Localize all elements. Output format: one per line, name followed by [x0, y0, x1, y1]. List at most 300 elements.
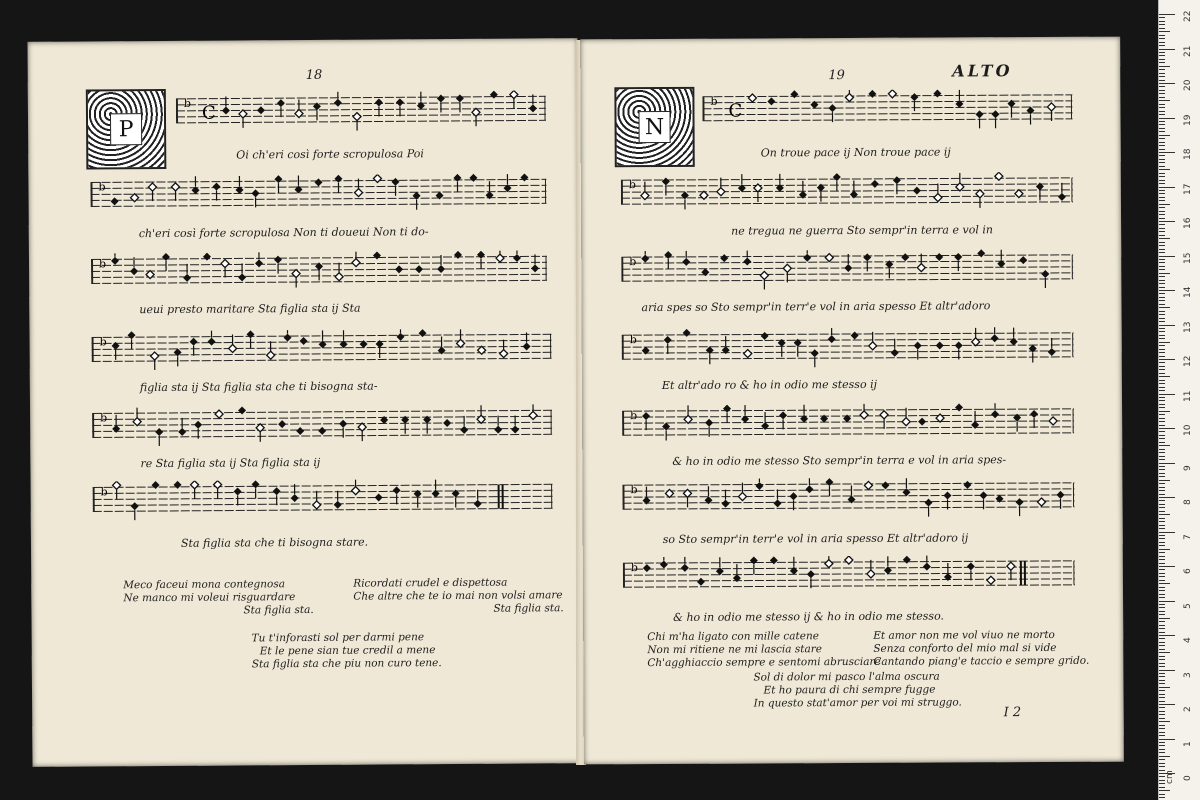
ruler-minor-tick: [1159, 193, 1165, 194]
lyric-line: Oi ch'eri così forte scropulosa Poi: [236, 147, 424, 162]
svg-text:b: b: [630, 561, 638, 575]
ruler-minor-tick: [1159, 17, 1165, 18]
ruler-minor-tick: [1159, 90, 1165, 91]
ruler-minor-tick: [1159, 149, 1165, 150]
lyric-line: ch'eri così forte scropulosa Non ti doueui Non ti do-: [138, 225, 429, 241]
right-page: [580, 37, 1124, 765]
ruler-minor-tick: [1159, 124, 1165, 125]
ruler-minor-tick: [1159, 55, 1165, 56]
ruler-minor-tick: [1159, 500, 1165, 501]
ruler-number: 14: [1183, 286, 1193, 298]
ruler-minor-tick: [1159, 62, 1165, 63]
ruler-minor-tick: [1159, 211, 1165, 212]
ruler-minor-tick: [1159, 128, 1165, 129]
ruler-tick: [1159, 221, 1175, 222]
ruler-tick: [1159, 497, 1175, 498]
ruler-minor-tick: [1159, 283, 1165, 284]
ruler-minor-tick: [1159, 590, 1165, 591]
right-page-number: 19: [828, 68, 845, 84]
ruler-minor-tick: [1159, 224, 1165, 225]
ruler-tick: [1159, 359, 1175, 360]
ruler-minor-tick: [1159, 694, 1165, 695]
ruler-minor-tick: [1159, 452, 1165, 453]
ruler-minor-tick: [1159, 683, 1165, 684]
ruler-minor-tick: [1159, 383, 1165, 384]
ruler-minor-tick: [1159, 111, 1165, 112]
ruler-minor-tick: [1159, 573, 1165, 574]
ruler-minor-tick: [1159, 483, 1165, 484]
ruler-minor-tick: [1159, 752, 1165, 753]
verse-line: Sta figlia sta.: [243, 603, 314, 617]
ruler-minor-tick: [1159, 673, 1165, 674]
ruler-minor-tick: [1159, 518, 1165, 519]
ruler-minor-tick: [1159, 787, 1165, 788]
verse-line: Ricordati crudel e dispettosa: [353, 576, 508, 590]
verse-line: Chi m'ha ligato con mille catene: [647, 630, 819, 644]
ruler-minor-tick: [1159, 690, 1165, 691]
measuring-ruler: [1158, 0, 1200, 800]
ruler-minor-tick: [1159, 242, 1165, 243]
ruler-minor-tick: [1159, 728, 1165, 729]
ruler-tick: [1159, 152, 1175, 153]
ruler-minor-tick: [1159, 535, 1165, 536]
ruler-minor-tick: [1159, 707, 1165, 708]
ruler-number: 20: [1183, 79, 1193, 91]
ruler-minor-tick: [1159, 642, 1165, 643]
ruler-minor-tick: [1159, 525, 1165, 526]
ruler-minor-tick: [1159, 718, 1165, 719]
ruler-minor-tick: [1159, 180, 1165, 181]
ruler-minor-tick: [1159, 542, 1165, 543]
ruler-minor-tick: [1159, 249, 1165, 250]
ruler-minor-tick: [1159, 618, 1170, 619]
ruler-minor-tick: [1159, 390, 1165, 391]
svg-text:b: b: [628, 178, 636, 192]
ruler-minor-tick: [1159, 638, 1165, 639]
verse-line: Ch'agghiaccio sempre e sentomi abrusciare: [647, 655, 881, 670]
music-staff: [621, 172, 1073, 208]
verse-line: Et le pene sian tue credil a mene: [259, 644, 436, 658]
ruler-minor-tick: [1159, 425, 1165, 426]
ruler-minor-tick: [1159, 521, 1165, 522]
ruler-minor-tick: [1159, 418, 1165, 419]
ruler-minor-tick: [1159, 245, 1165, 246]
ruler-number: 7: [1183, 533, 1193, 540]
ruler-number: 4: [1183, 637, 1193, 643]
ruler-minor-tick: [1159, 321, 1165, 322]
ruler-minor-tick: [1159, 628, 1165, 629]
ruler-minor-tick: [1159, 756, 1170, 757]
ruler-minor-tick: [1159, 431, 1165, 432]
ruler-tick: [1159, 635, 1175, 636]
ruler-number: 5: [1183, 602, 1193, 609]
ruler-minor-tick: [1159, 342, 1170, 343]
ruler-minor-tick: [1159, 621, 1165, 622]
verse-line: Meco faceui mona contegnosa: [123, 578, 286, 592]
ruler-minor-tick: [1159, 721, 1170, 722]
left-page: [27, 38, 582, 767]
verse-block-2: [353, 576, 564, 616]
ruler-minor-tick: [1159, 476, 1165, 477]
ruler-minor-tick: [1159, 549, 1170, 550]
ruler-minor-tick: [1159, 614, 1165, 615]
lyric-line: Et altr'ado ro & ho in odio me stesso ij: [661, 377, 878, 392]
ruler-number: 19: [1183, 114, 1193, 126]
ruler-minor-tick: [1159, 100, 1170, 101]
ruler-minor-tick: [1159, 587, 1165, 588]
ruler-minor-tick: [1159, 349, 1165, 350]
ruler-minor-tick: [1159, 649, 1165, 650]
ruler-minor-tick: [1159, 411, 1170, 412]
ruler-minor-tick: [1159, 469, 1165, 470]
ruler-minor-tick: [1159, 556, 1165, 557]
ruler-minor-tick: [1159, 790, 1170, 791]
svg-text:b: b: [100, 485, 108, 499]
verse-line: Ne manco mi voleui risguardare: [123, 591, 296, 605]
ruler-minor-tick: [1159, 645, 1165, 646]
ruler-minor-tick: [1159, 214, 1165, 215]
ruler-minor-tick: [1159, 145, 1165, 146]
ruler-minor-tick: [1159, 438, 1165, 439]
ruler-minor-tick: [1159, 714, 1165, 715]
ruler-minor-tick: [1159, 269, 1165, 270]
ruler-minor-tick: [1159, 559, 1165, 560]
ruler-number: 8: [1183, 499, 1193, 505]
ruler-minor-tick: [1159, 176, 1165, 177]
verse-line: Sta figlia sta che piu non curo tene.: [251, 657, 442, 671]
lyric-line: ueui presto maritare Sta figlia sta ij Sta: [139, 301, 361, 317]
svg-text:b: b: [630, 483, 638, 497]
ruler-minor-tick: [1159, 262, 1165, 263]
verse-line: Che altre che te io mai non volsi amare: [353, 589, 563, 603]
ruler-minor-tick: [1159, 387, 1165, 388]
ruler-minor-tick: [1159, 200, 1165, 201]
verse-line: Et amor non me vol viuo ne morto: [873, 628, 1055, 642]
left-page-number: 18: [305, 67, 323, 83]
ruler-minor-tick: [1159, 732, 1165, 733]
ruler-minor-tick: [1159, 318, 1165, 319]
ruler-minor-tick: [1159, 280, 1165, 281]
ruler-minor-tick: [1159, 580, 1165, 581]
ruler-minor-tick: [1159, 652, 1170, 653]
ruler-minor-tick: [1159, 711, 1165, 712]
lyric-line: figlia sta ij Sta figlia sta che ti bisogna sta-: [139, 379, 378, 395]
music-staff: [90, 173, 546, 210]
ruler-minor-tick: [1159, 273, 1170, 274]
ruler-number: 16: [1183, 217, 1193, 229]
lyric-line: re Sta figlia sta ij Sta figlia sta ij: [140, 455, 321, 471]
ruler-minor-tick: [1159, 162, 1165, 163]
ruler-minor-tick: [1159, 563, 1165, 564]
ruler-minor-tick: [1159, 397, 1165, 398]
svg-text:b: b: [99, 335, 107, 349]
ruler-minor-tick: [1159, 507, 1165, 508]
svg-text:b: b: [629, 333, 637, 347]
ruler-minor-tick: [1159, 742, 1165, 743]
ruler-minor-tick: [1159, 173, 1165, 174]
ruler-minor-tick: [1159, 380, 1165, 381]
ruler-number: 3: [1183, 671, 1193, 678]
verse-line: In questo stat'amor per voi mi struggo.: [753, 696, 962, 710]
ruler-minor-tick: [1159, 421, 1165, 422]
ruler-number: 1: [1183, 740, 1193, 747]
svg-text:b: b: [629, 255, 637, 269]
ruler-minor-tick: [1159, 69, 1165, 70]
ruler-tick: [1159, 14, 1175, 15]
ruler-minor-tick: [1159, 28, 1165, 29]
ruler-minor-tick: [1159, 331, 1165, 332]
ruler-minor-tick: [1159, 345, 1165, 346]
verse-line: Sol di dolor mi pasco l'alma oscura: [753, 670, 940, 684]
ruler-minor-tick: [1159, 687, 1170, 688]
ruler-minor-tick: [1159, 142, 1165, 143]
verse-block-3: [252, 631, 442, 671]
ruler-minor-tick: [1159, 373, 1165, 374]
ruler-minor-tick: [1159, 300, 1165, 301]
verse-line: Cantando piang'e taccio e sempre grido.: [873, 654, 1090, 668]
ruler-minor-tick: [1159, 697, 1165, 698]
ruler-tick: [1159, 118, 1175, 119]
ruler-number: 13: [1183, 321, 1193, 333]
ruler-minor-tick: [1159, 21, 1165, 22]
ruler-minor-tick: [1159, 131, 1165, 132]
ruler-minor-tick: [1159, 297, 1165, 298]
ruler-number: 21: [1183, 45, 1193, 57]
lyric-line: Sta figlia sta che ti bisogna stare.: [180, 535, 369, 550]
ruler-minor-tick: [1159, 745, 1165, 746]
ruler-minor-tick: [1159, 366, 1165, 367]
music-staff: [622, 327, 1074, 363]
ruler-minor-tick: [1159, 45, 1165, 46]
ruler-minor-tick: [1159, 680, 1165, 681]
verse-block-1: [647, 630, 881, 670]
ruler-minor-tick: [1159, 311, 1165, 312]
verse-line: Et ho paura di chi sempre fugge: [763, 683, 936, 697]
ruler-minor-tick: [1159, 166, 1165, 167]
ruler-minor-tick: [1159, 93, 1165, 94]
ruler-minor-tick: [1159, 376, 1170, 377]
ruler-tick: [1159, 601, 1175, 602]
ruler-minor-tick: [1159, 335, 1165, 336]
ruler-tick: [1159, 566, 1175, 567]
verse-block-2: [873, 629, 1089, 669]
svg-text:b: b: [710, 94, 718, 108]
ruler-number: 6: [1183, 568, 1193, 574]
music-staff: [623, 555, 1075, 591]
ruler-minor-tick: [1159, 676, 1165, 677]
verse-line: Tu t'inforasti sol per darmi pene: [251, 631, 425, 645]
ruler-number: 10: [1183, 424, 1193, 436]
ruler-minor-tick: [1159, 552, 1165, 553]
ruler-minor-tick: [1159, 369, 1165, 370]
ruler-minor-tick: [1159, 314, 1165, 315]
ruler-number: 22: [1183, 10, 1193, 22]
ruler-minor-tick: [1159, 356, 1165, 357]
ruler-minor-tick: [1159, 625, 1165, 626]
ruler-minor-tick: [1159, 597, 1165, 598]
svg-text:b: b: [98, 180, 106, 194]
signature-mark: I 2: [1003, 705, 1022, 721]
ruler-minor-tick: [1159, 104, 1165, 105]
ruler-minor-tick: [1159, 328, 1165, 329]
ruler-minor-tick: [1159, 42, 1165, 43]
ruler-minor-tick: [1159, 259, 1165, 260]
lyric-line: & ho in odio me stesso Sto sempr'in terra e vol in aria spes-: [672, 453, 1007, 468]
music-staff: [622, 403, 1074, 439]
ruler-tick: [1159, 187, 1175, 188]
ruler-minor-tick: [1159, 107, 1165, 108]
svg-text:C: C: [728, 100, 743, 122]
ruler-minor-tick: [1159, 435, 1165, 436]
ruler-minor-tick: [1159, 252, 1165, 253]
ruler-minor-tick: [1159, 456, 1165, 457]
ruler-unit: cm: [1165, 770, 1175, 784]
music-staff: [91, 328, 551, 365]
ruler-minor-tick: [1159, 545, 1165, 546]
svg-text:b: b: [630, 409, 638, 423]
verse-line: Non mi ritiene ne mi lascia stare: [647, 643, 822, 657]
ruler-minor-tick: [1159, 725, 1165, 726]
ruler-minor-tick: [1159, 594, 1165, 595]
music-staff: [622, 477, 1074, 513]
lyric-line: On troue pace ij Non troue pace ij: [760, 145, 951, 160]
ruler-minor-tick: [1159, 611, 1165, 612]
ruler-minor-tick: [1159, 183, 1165, 184]
ruler-minor-tick: [1159, 604, 1165, 605]
ruler-minor-tick: [1159, 235, 1165, 236]
ruler-minor-tick: [1159, 735, 1165, 736]
ruler-minor-tick: [1159, 169, 1170, 170]
ruler-minor-tick: [1159, 352, 1165, 353]
svg-text:b: b: [98, 257, 107, 271]
ruler-number: 2: [1183, 706, 1193, 712]
ruler-minor-tick: [1159, 59, 1165, 60]
ruler-tick: [1159, 463, 1175, 464]
ruler-tick: [1159, 83, 1175, 84]
ruler-minor-tick: [1159, 362, 1165, 363]
verse-block-3: [753, 670, 961, 710]
ruler-minor-tick: [1159, 511, 1165, 512]
ruler-minor-tick: [1159, 35, 1165, 36]
ruler-minor-tick: [1159, 238, 1170, 239]
ruler-minor-tick: [1159, 52, 1165, 53]
ruler-number: 17: [1183, 183, 1193, 195]
music-staff: [91, 250, 547, 287]
ruler-minor-tick: [1159, 121, 1165, 122]
ruler-minor-tick: [1159, 666, 1165, 667]
ruler-minor-tick: [1159, 659, 1165, 660]
ruler-minor-tick: [1159, 763, 1165, 764]
ruler-number: 11: [1183, 390, 1193, 402]
ruler-minor-tick: [1159, 480, 1170, 481]
ruler-minor-tick: [1159, 794, 1165, 795]
ruler-minor-tick: [1159, 204, 1170, 205]
svg-text:b: b: [183, 96, 192, 110]
ruler-minor-tick: [1159, 338, 1165, 339]
svg-text:C: C: [201, 102, 216, 124]
ruler-minor-tick: [1159, 632, 1165, 633]
ruler-minor-tick: [1159, 494, 1165, 495]
ruler-minor-tick: [1159, 66, 1170, 67]
ruler-minor-tick: [1159, 528, 1165, 529]
ruler-minor-tick: [1159, 663, 1165, 664]
ruler-number: 9: [1183, 464, 1193, 471]
verse-line: Senza conforto del mio mal si vide: [873, 641, 1057, 655]
ruler-minor-tick: [1159, 155, 1165, 156]
ruler-minor-tick: [1159, 31, 1170, 32]
ruler-minor-tick: [1159, 287, 1165, 288]
ruler-minor-tick: [1159, 445, 1170, 446]
lyric-line: ne tregua ne guerra Sto sempr'in terra e vol in: [731, 223, 993, 238]
ruler-minor-tick: [1159, 76, 1165, 77]
ruler-minor-tick: [1159, 576, 1165, 577]
ruler-minor-tick: [1159, 38, 1165, 39]
ruler-minor-tick: [1159, 73, 1165, 74]
ruler-number: 12: [1183, 355, 1193, 367]
ruler-tick: [1159, 325, 1175, 326]
ruler-tick: [1159, 290, 1175, 291]
verse-block-1: [123, 578, 314, 618]
ruler-number: 15: [1183, 252, 1193, 264]
ruler-minor-tick: [1159, 449, 1165, 450]
ruler-minor-tick: [1159, 490, 1165, 491]
ruler-minor-tick: [1159, 114, 1165, 115]
ruler-minor-tick: [1159, 514, 1170, 515]
music-staff: [621, 249, 1073, 285]
ruler-tick: [1159, 256, 1175, 257]
ruler-minor-tick: [1159, 97, 1165, 98]
ruler-minor-tick: [1159, 473, 1165, 474]
ruler-minor-tick: [1159, 138, 1165, 139]
ruler-minor-tick: [1159, 304, 1165, 305]
ruler-minor-tick: [1159, 266, 1165, 267]
ruler-minor-tick: [1159, 656, 1165, 657]
ruler-tick: [1159, 428, 1175, 429]
ruler-minor-tick: [1159, 24, 1165, 25]
ruler-minor-tick: [1159, 583, 1170, 584]
decorated-initial-left: [86, 89, 167, 170]
ruler-minor-tick: [1159, 504, 1165, 505]
ruler-minor-tick: [1159, 190, 1165, 191]
lyric-line: so Sto sempr'in terr'e vol in aria spesso Et altr'adoro ij: [662, 531, 969, 546]
ruler-minor-tick: [1159, 307, 1170, 308]
verse-line: Sta figlia sta.: [493, 602, 564, 615]
ruler-minor-tick: [1159, 607, 1165, 608]
decorated-initial-right: [614, 87, 694, 167]
ruler-tick: [1159, 49, 1175, 50]
ruler-minor-tick: [1159, 407, 1165, 408]
ruler-minor-tick: [1159, 466, 1165, 467]
lyric-line: aria spes so Sto sempr'in terr'e vol in aria spesso Et altr'adoro: [641, 299, 991, 315]
ruler-minor-tick: [1159, 197, 1165, 198]
ruler-minor-tick: [1159, 538, 1165, 539]
voice-part-label: ALTO: [952, 61, 1013, 81]
ruler-minor-tick: [1159, 749, 1165, 750]
initial-letter: N: [638, 111, 670, 143]
initial-letter: P: [110, 113, 142, 145]
ruler-minor-tick: [1159, 414, 1165, 415]
ruler-tick: [1159, 532, 1175, 533]
ruler-tick: [1159, 704, 1175, 705]
ruler-minor-tick: [1159, 569, 1165, 570]
ruler-minor-tick: [1159, 400, 1165, 401]
ruler-minor-tick: [1159, 207, 1165, 208]
music-staff: [92, 404, 552, 441]
ruler-minor-tick: [1159, 135, 1170, 136]
music-staff: [176, 90, 546, 127]
lyric-line: & ho in odio me stesso ij & ho in odio me stesso.: [673, 609, 945, 624]
ruler-minor-tick: [1159, 404, 1165, 405]
